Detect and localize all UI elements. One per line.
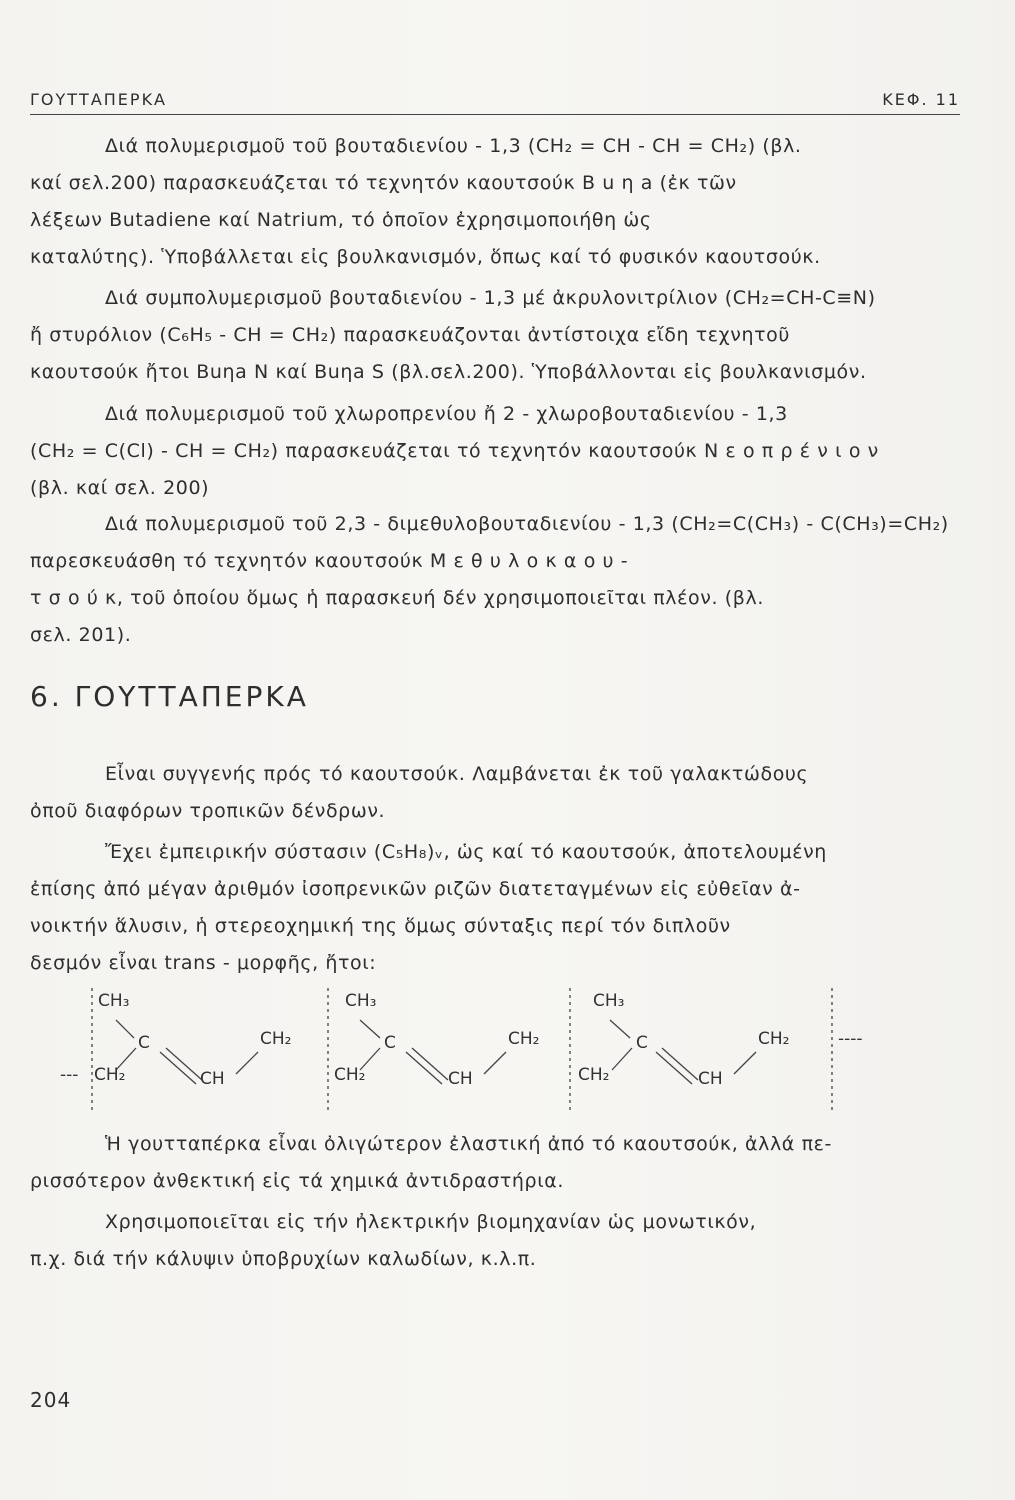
bond-single <box>612 1048 632 1070</box>
formula-atom: CH₃ <box>98 991 130 1011</box>
header-chapter: ΚΕΦ. 11 <box>882 90 960 109</box>
formula-atom: C <box>636 1033 648 1053</box>
formula-atom: CH₂ <box>94 1065 126 1085</box>
bond-single <box>360 1020 380 1038</box>
text-line: Χρησιμοποιεῖται εἰς τήν ἠλεκτρικήν βιομηχανίαν ὡς μονωτικόν, <box>105 1211 757 1233</box>
formula-atom: CH₂ <box>578 1065 610 1085</box>
bond-double <box>656 1052 692 1084</box>
text-line: ὀποῦ διαφόρων τροπικῶν δένδρων. <box>30 800 386 822</box>
text-line: (βλ. καί σελ. 200) <box>30 477 210 499</box>
text-line: Ἔχει ἐμπειρικήν σύστασιν (C₅H₈)ᵥ, ὡς καί τό καουτσούκ, ἀποτελουμένη <box>105 841 827 863</box>
formula-bond-dash: --- <box>60 1065 79 1085</box>
bond-double <box>166 1048 202 1080</box>
formula-atom: CH₃ <box>593 991 625 1011</box>
formula-atom: C <box>138 1033 150 1053</box>
text-line: παρεσκευάσθη τό τεχνητόν καουτσούκ Μ ε θ υ λ ο κ α ο υ - <box>30 550 629 572</box>
text-line: ἤ στυρόλιον (C₆H₅ - CH = CH₂) παρασκευάζονται ἀντίστοιχα εἴδη τεχνητοῦ <box>30 324 790 346</box>
text-line: νοικτήν ἅλυσιν, ἡ στερεοχημική της ὅμως σύνταξις περί τόν διπλοῦν <box>30 915 731 937</box>
formula-bond-dash: ---- <box>838 1029 863 1049</box>
formula-atom: CH <box>448 1069 473 1089</box>
text-line: καταλύτης). Ὑποβάλλεται εἰς βουλκανισμόν, ὅπως καί τό φυσικόν καουτσούκ. <box>30 246 821 268</box>
trans-polyisoprene-formula <box>60 980 960 1120</box>
running-header <box>30 86 960 115</box>
bond-single <box>734 1052 756 1074</box>
bond-double <box>406 1052 442 1084</box>
text-line: σελ. 201). <box>30 624 132 646</box>
bond-double <box>662 1048 698 1080</box>
formula-atom: CH <box>698 1069 723 1089</box>
formula-drawing <box>60 980 960 1120</box>
text-line: τ σ ο ύ κ, τοῦ ὁποίου ὅμως ἡ παρασκευή δέν χρησιμοποιεῖται πλέον. (βλ. <box>30 587 764 609</box>
formula-atom: CH <box>200 1069 225 1089</box>
text-line: καί σελ.200) παρασκευάζεται τό τεχνητόν καουτσούκ Β u η a (ἐκ τῶν <box>30 172 737 194</box>
text-line: π.χ. διά τήν κάλυψιν ὑποβρυχίων καλωδίων, κ.λ.π. <box>30 1248 537 1270</box>
bond-single <box>610 1020 630 1038</box>
header-title: ΓΟΥΤΤΑΠΕΡΚΑ <box>30 90 167 109</box>
section-heading: 6. ΓΟΥΤΤΑΠΕΡΚΑ <box>30 680 309 713</box>
text-line: δεσμόν εἶναι trans - μορφῆς, ἤτοι: <box>30 952 377 974</box>
formula-atom: CH₂ <box>260 1029 292 1049</box>
text-line: λέξεων Butadiene καί Natrium, τό ὁποῖον ἐχρησιμοποιήθη ὡς <box>30 209 652 231</box>
text-line: ρισσότερον ἀνθεκτική εἰς τά χημικά ἀντιδραστήρια. <box>30 1170 565 1192</box>
bond-double <box>160 1052 196 1084</box>
text-line: Διά πολυμερισμοῦ τοῦ βουταδιενίου - 1,3 (CH₂ = CH - CH = CH₂) (βλ. <box>105 135 802 157</box>
page-number: 204 <box>30 1388 72 1412</box>
bond-double <box>412 1048 448 1080</box>
text-line: Διά πολυμερισμοῦ τοῦ χλωροπρενίου ἤ 2 - χλωροβουταδιενίου - 1,3 <box>105 403 788 425</box>
text-line: (CH₂ = C(Cl) - CH = CH₂) παρασκευάζεται τό τεχνητόν καουτσούκ Ν ε ο π ρ έ ν ι ο ν <box>30 440 879 462</box>
formula-atom: CH₂ <box>758 1029 790 1049</box>
bond-single <box>236 1052 258 1074</box>
text-line: Διά πολυμερισμοῦ τοῦ 2,3 - διμεθυλοβουταδιενίου - 1,3 (CH₂=C(CH₃) - C(CH₃)=CH₂) <box>105 513 949 535</box>
text-line: Εἶναι συγγενής πρός τό καουτσούκ. Λαμβάνεται ἐκ τοῦ γαλακτώδους <box>105 763 809 785</box>
text-line: καουτσούκ ἤτοι Βuηa N καί Βuηa S (βλ.σελ.200). Ὑποβάλλονται εἰς βουλκανισμόν. <box>30 361 867 383</box>
text-line: Διά συμπολυμερισμοῦ βουταδιενίου - 1,3 μέ ἀκρυλονιτρίλιον (CH₂=CH-C≡N) <box>105 287 876 309</box>
formula-atom: CH₂ <box>508 1029 540 1049</box>
formula-atom: C <box>384 1033 396 1053</box>
text-line: Ἡ γουτταπέρκα εἶναι ὀλιγώτερον ἐλαστική ἀπό τό καουτσούκ, ἀλλά πε- <box>105 1133 832 1155</box>
formula-atom: CH₂ <box>334 1065 366 1085</box>
bond-single <box>116 1020 134 1038</box>
text-line: ἐπίσης ἀπό μέγαν ἀριθμόν ἰσοπρενικῶν ριζῶν διατεταγμένων εἰς εὐθεῖαν ἀ- <box>30 878 801 900</box>
bond-single <box>484 1052 506 1074</box>
formula-bonds <box>92 988 832 1110</box>
formula-atom: CH₃ <box>345 991 377 1011</box>
